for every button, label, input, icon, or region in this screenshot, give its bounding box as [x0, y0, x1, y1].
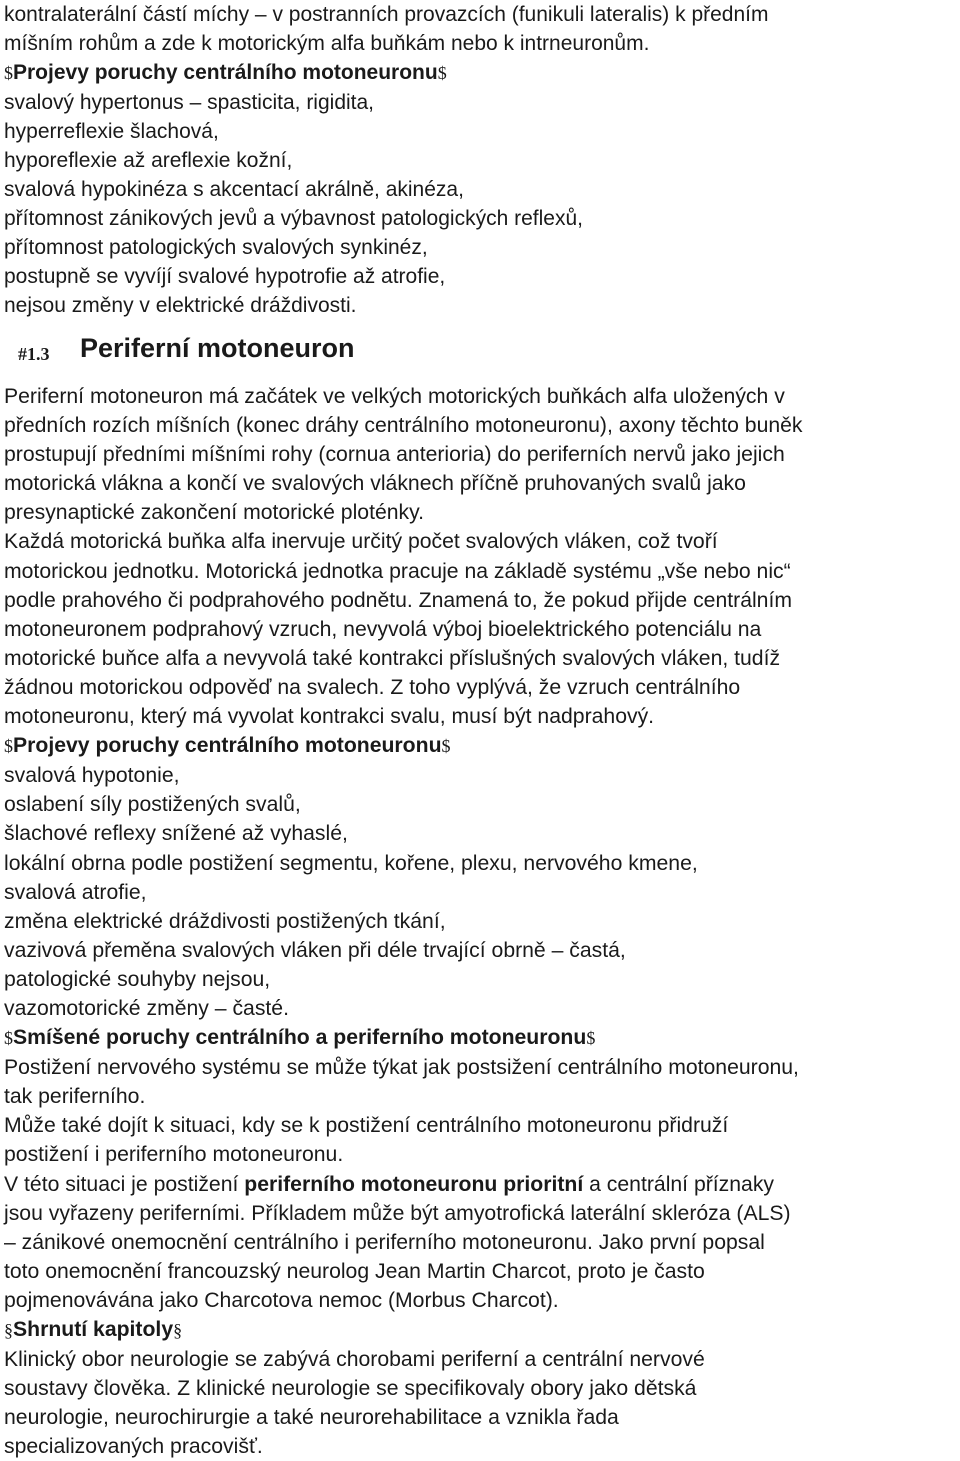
- text-line: tak periferního.: [4, 1085, 146, 1109]
- section-marker: §: [173, 1320, 183, 1340]
- list-item: svalový hypertonus – spasticita, rigidita,: [4, 91, 375, 114]
- text-line: motorické buňce alfa a nevyvolá také kontrakci příslušných svalových vláken, tudíž: [4, 646, 781, 670]
- text-line: motorickou jednotku. Motorická jednotka pracuje na základě systému „vše nebo nic“: [4, 559, 791, 583]
- text-line: Může také dojít k situaci, kdy se k postižení centrálního motoneuronu přidruží: [4, 1114, 729, 1138]
- chapter-title: Periferní motoneuron: [80, 333, 355, 363]
- list-item: svalová atrofie,: [4, 880, 147, 904]
- emphasis-text: periferního motoneuronu prioritní: [244, 1172, 584, 1196]
- list-item: vazivová přeměna svalových vláken při déle trvající obrně – častá,: [4, 938, 626, 962]
- list-item: hyporeflexie až areflexie kožní,: [4, 149, 293, 172]
- text-line: [4, 1170, 956, 1199]
- list-item: lokální obrna podle postižení segmentu, kořene, plexu, nervového kmene,: [4, 851, 698, 875]
- text-line: prostupují předními míšními rohy (cornua anterioria) do periferních nervů jako jejich: [4, 443, 785, 467]
- text-line: motoneuronu, který má vyvolat kontrakci svalu, musí být nadprahový.: [4, 705, 655, 729]
- list-item: oslabení síly postižených svalů,: [4, 793, 301, 817]
- list-item: šlachové reflexy snížené až vyhaslé,: [4, 822, 348, 846]
- text-line: postižení i periferního motoneuronu.: [4, 1143, 344, 1167]
- list-item: postupně se vyvíjí svalové hypotrofie až atrofie,: [4, 265, 446, 288]
- list-item: svalová hypokinéza s akcentací akrálně, akinéza,: [4, 178, 464, 201]
- text-line: Postižení nervového systému se může týkat jak postsižení centrálního motoneuronu,: [4, 1056, 799, 1080]
- text-line: Klinický obor neurologie se zabývá chorobami periferní a centrální nervové: [4, 1348, 705, 1372]
- text-line: míšním rohům a zde k motorickým alfa buňkám nebo k intrneuronům.: [4, 32, 650, 55]
- section-marker: $: [4, 1028, 13, 1049]
- section-heading-text: Projevy poruchy centrálního motoneuronu: [13, 734, 442, 758]
- chapter-heading: [4, 320, 956, 382]
- text-line: žádnou motorickou odpověď na svalech. Z toho vyplývá, že vzruch centrálního: [4, 675, 741, 699]
- section-heading: [4, 731, 956, 761]
- central-symptoms-section: [4, 58, 956, 320]
- section-heading: [4, 1023, 956, 1053]
- intro-paragraph: [4, 0, 956, 58]
- text-line: Každá motorická buňka alfa inervuje určitý počet svalových vláken, což tvoří: [4, 530, 718, 554]
- section-marker: $: [4, 736, 13, 757]
- text-line: jsou vyřazeny periferními. Příkladem může být amyotrofická laterální skleróza (ALS): [4, 1201, 791, 1225]
- text-fragment: a centrální příznaky: [583, 1172, 775, 1196]
- text-line: specializovaných pracovišť.: [4, 1435, 263, 1459]
- list-item: vazomotorické změny – časté.: [4, 996, 289, 1020]
- section-heading-text: Shrnutí kapitoly: [13, 1318, 174, 1341]
- section-marker: $: [441, 736, 451, 757]
- section-heading: [4, 58, 956, 88]
- text-line: – zánikové onemocnění centrálního i periferního motoneuronu. Jako první popsal: [4, 1230, 765, 1254]
- chapter-number: #1.3: [18, 344, 50, 364]
- list-item: patologické souhyby nejsou,: [4, 967, 271, 991]
- text-line: presynaptické zakončení motorické ploténky.: [4, 501, 425, 525]
- text-line: toto onemocnění francouzský neurolog Jean Martin Charcot, proto je často: [4, 1259, 705, 1283]
- section-heading-text: Projevy poruchy centrálního motoneuronu: [13, 61, 438, 84]
- body-section: [4, 382, 956, 1461]
- list-item: změna elektrické dráždivosti postižených tkání,: [4, 909, 446, 933]
- text-line: soustavy člověka. Z klinické neurologie se specifikovaly obory jako dětská: [4, 1377, 697, 1401]
- text-line: neurologie, neurochirurgie a také neurorehabilitace a vznikla řada: [4, 1406, 619, 1430]
- list-item: hyperreflexie šlachová,: [4, 120, 219, 143]
- text-line: podle prahového či podprahového podnětu. Znamená to, že pokud přijde centrálním: [4, 588, 793, 612]
- section-heading: [4, 1315, 956, 1345]
- section-marker: $: [586, 1028, 596, 1049]
- section-marker: §: [4, 1320, 13, 1340]
- list-item: svalová hypotonie,: [4, 764, 180, 788]
- text-line: motorická vlákna a končí ve svalových vláknech příčně pruhovaných svalů jako: [4, 472, 746, 496]
- text-line: kontralaterální částí míchy – v postranních provazcích (funikuli lateralis) k předním: [4, 3, 769, 26]
- list-item: přítomnost zánikových jevů a výbavnost patologických reflexů,: [4, 207, 583, 230]
- list-item: přítomnost patologických svalových synkinéz,: [4, 236, 428, 259]
- text-line: předních rozích míšních (konec dráhy centrálního motoneuronu), axony těchto buněk: [4, 414, 803, 438]
- list-item: nejsou změny v elektrické dráždivosti.: [4, 294, 357, 317]
- section-marker: $: [437, 63, 447, 83]
- text-line: pojmenovávána jako Charcotova nemoc (Morbus Charcot).: [4, 1288, 559, 1312]
- section-heading-text: Smíšené poruchy centrálního a periferního motoneuronu: [13, 1026, 587, 1050]
- text-fragment: V této situaci je postižení: [4, 1172, 245, 1196]
- text-line: Periferní motoneuron má začátek ve velkých motorických buňkách alfa uložených v: [4, 385, 785, 408]
- text-line: motoneuronem podprahový vzruch, nevyvolá výboj bioelektrického potenciálu na: [4, 617, 762, 641]
- section-marker: $: [4, 63, 13, 83]
